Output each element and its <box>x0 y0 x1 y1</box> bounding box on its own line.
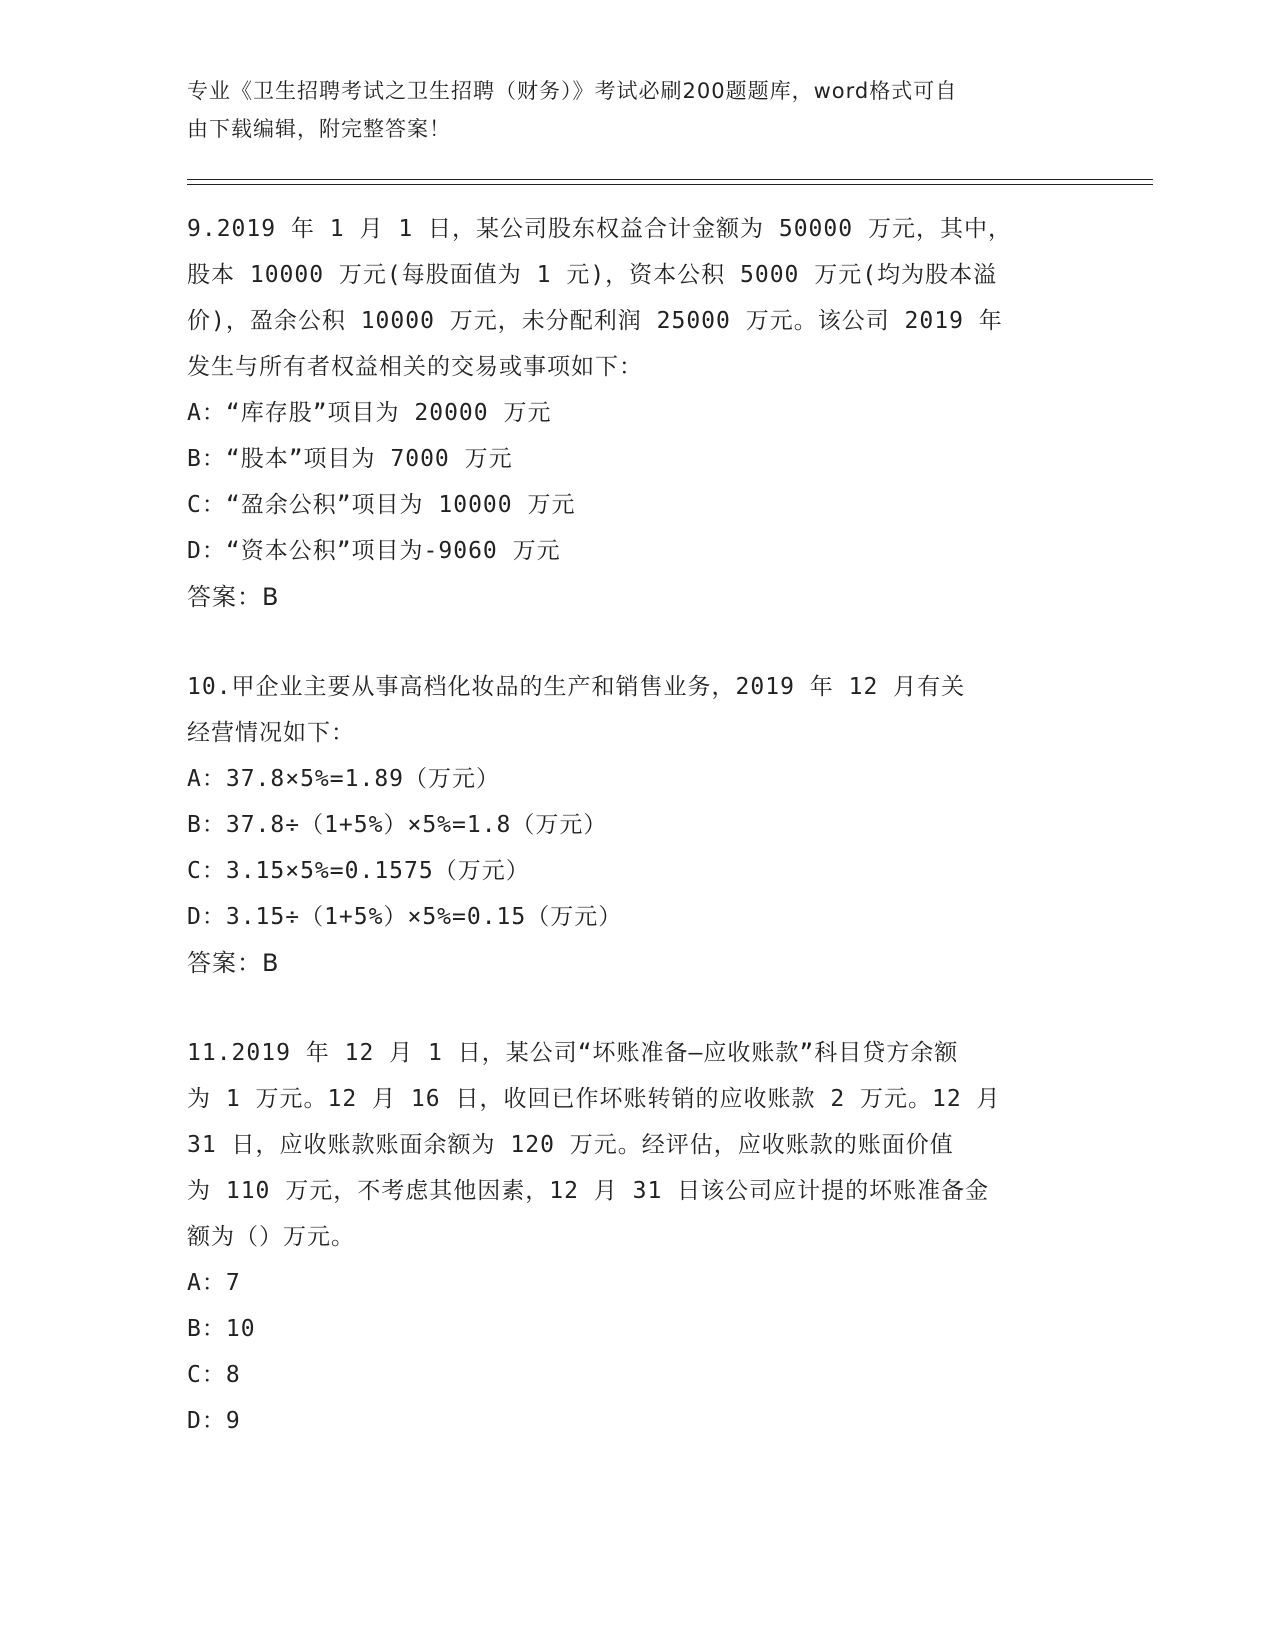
option-c: C：8 <box>187 1362 241 1388</box>
option-c: C：3.15×5%=0.1575（万元） <box>187 858 530 884</box>
stem-line: 31 日，应收账款账面余额为 120 万元。经评估，应收账款的账面价值 <box>187 1132 954 1158</box>
option-c: C：“盈余公积”项目为 10000 万元 <box>187 492 576 518</box>
stem-line: 9.2019 年 1 月 1 日，某公司股东权益合计金额为 50000 万元，其中， <box>187 216 1012 242</box>
option-a: A：“库存股”项目为 20000 万元 <box>187 400 552 426</box>
header-line-1: 专业《卫生招聘考试之卫生招聘（财务）》考试必刷200题题库，word格式可自 <box>187 79 958 103</box>
option-a: A：37.8×5%=1.89（万元） <box>187 766 501 792</box>
stem-line: 股本 10000 万元(每股面值为 1 元)，资本公积 5000 万元(均为股本溢 <box>187 262 998 288</box>
stem-line: 价)，盈余公积 10000 万元，未分配利润 25000 万元。该公司 2019 年 <box>187 308 1003 334</box>
answer-label: 答案：B <box>187 949 280 977</box>
document-header <box>187 72 1067 148</box>
option-a: A：7 <box>187 1270 241 1296</box>
option-d: D：9 <box>187 1408 241 1434</box>
header-divider-top <box>187 179 1153 180</box>
stem-line: 11.2019 年 12 月 1 日，某公司“坏账准备—应收账款”科目贷方余额 <box>187 1040 959 1066</box>
option-b: B：37.8÷（1+5%）×5%=1.8（万元） <box>187 812 608 838</box>
question-stem <box>187 664 1087 756</box>
stem-line: 额为（）万元。 <box>187 1224 355 1250</box>
header-line-2: 由下载编辑，附完整答案！ <box>187 117 451 141</box>
stem-line: 为 1 万元。12 月 16 日，收回已作坏账转销的应收账款 2 万元。12 月 <box>187 1086 1001 1112</box>
option-d: D：3.15÷（1+5%）×5%=0.15（万元） <box>187 904 623 930</box>
answer-label: 答案：B <box>187 583 280 611</box>
stem-line: 为 110 万元，不考虑其他因素，12 月 31 日该公司应计提的坏账准备金 <box>187 1178 990 1204</box>
stem-line: 发生与所有者权益相关的交易或事项如下： <box>187 354 643 380</box>
question-list <box>187 206 1087 1488</box>
option-b: B：10 <box>187 1316 256 1342</box>
question-stem <box>187 1030 1087 1260</box>
question-9 <box>187 206 1087 620</box>
stem-line: 10.甲企业主要从事高档化妆品的生产和销售业务，2019 年 12 月有关 <box>187 674 966 700</box>
question-10 <box>187 664 1087 986</box>
question-11 <box>187 1030 1087 1444</box>
question-stem <box>187 206 1087 390</box>
header-divider-bottom <box>187 184 1153 185</box>
option-d: D：“资本公积”项目为-9060 万元 <box>187 538 561 564</box>
stem-line: 经营情况如下： <box>187 720 355 746</box>
option-b: B：“股本”项目为 7000 万元 <box>187 446 513 472</box>
